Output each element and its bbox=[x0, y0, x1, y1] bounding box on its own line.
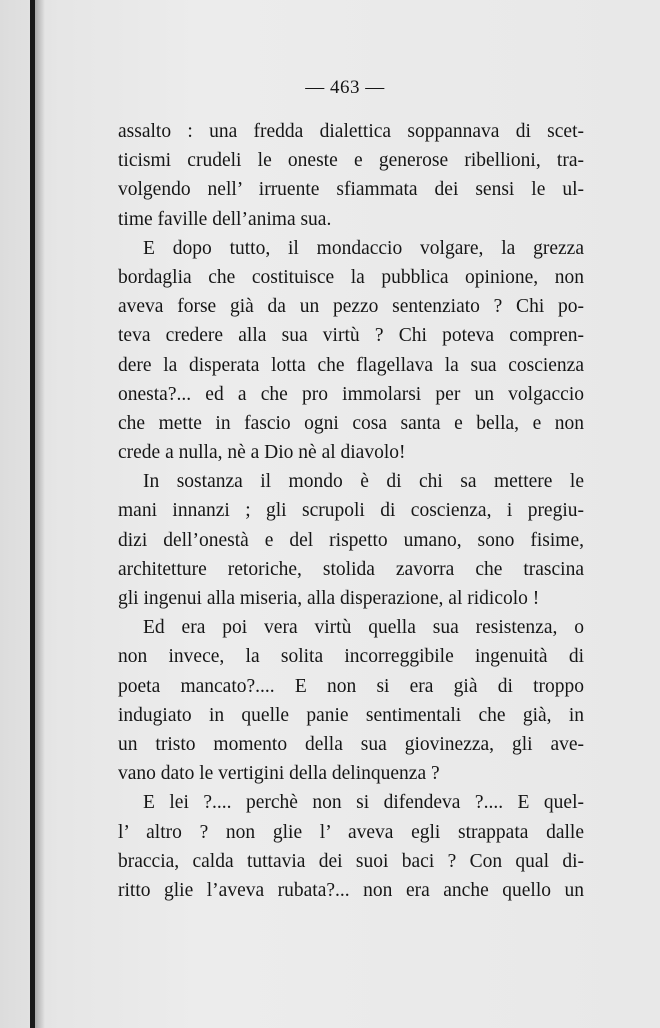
text-line: vano dato le vertigini della delinquenza ? bbox=[118, 763, 440, 785]
text-line: braccia, calda tuttavia dei suoi baci ? Con qual di- bbox=[118, 850, 584, 872]
text-line: aveva forse già da un pezzo sentenziato ? Chi po- bbox=[118, 296, 584, 318]
text-line: architetture retoriche, stolida zavorra che trascina bbox=[118, 558, 584, 580]
text-line: In sostanza il mondo è di chi sa mettere le bbox=[143, 471, 584, 493]
text-line: E lei ?.... perchè non si difendeva ?.... E quel- bbox=[143, 792, 584, 814]
text-line: dere la disperata lotta che flagellava la sua coscienza bbox=[118, 354, 584, 376]
text-line: volgendo nell’ irruente sfiammata dei sensi le ul- bbox=[118, 179, 584, 201]
text-line: indugiato in quelle panie sentimentali che già, in bbox=[118, 704, 584, 726]
text-line: non invece, la solita incorreggibile ingenuità di bbox=[118, 646, 584, 668]
text-line: l’ altro ? non glie l’ aveva egli strappata dalle bbox=[118, 821, 584, 843]
text-line: crede a nulla, nè a Dio nè al diavolo! bbox=[118, 442, 406, 464]
text-line: mani innanzi ; gli scrupoli di coscienza, i pregiu- bbox=[118, 500, 584, 522]
text-line: time faville dell’anima sua. bbox=[118, 208, 332, 230]
body-text bbox=[118, 117, 584, 905]
text-line: teva credere alla sua virtù ? Chi poteva compren- bbox=[118, 325, 584, 347]
text-line: dizi dell’onestà e del rispetto umano, sono fisime, bbox=[118, 529, 584, 551]
text-line: bordaglia che costituisce la pubblica opinione, non bbox=[118, 266, 584, 288]
text-line: assalto : una fredda dialettica soppannava di scet- bbox=[118, 121, 584, 142]
text-line: Ed era poi vera virtù quella sua resistenza, o bbox=[143, 617, 584, 639]
text-line: gli ingenui alla miseria, alla disperazione, al ridicolo ! bbox=[118, 588, 540, 609]
text-line: onesta?... ed a che pro immolarsi per un volgaccio bbox=[118, 383, 584, 405]
text-line: che mette in fascio ogni cosa santa e bella, e non bbox=[118, 412, 584, 434]
text-line: un tristo momento della sua giovinezza, gli ave- bbox=[118, 733, 584, 755]
page-number: — 463 — bbox=[305, 77, 385, 98]
text-line: ritto glie l’aveva rubata?... non era anche quello un bbox=[118, 879, 584, 901]
text-line: E dopo tutto, il mondaccio volgare, la grezza bbox=[143, 237, 584, 259]
text-line: poeta mancato?.... E non si era già di troppo bbox=[118, 675, 584, 697]
text-line: ticismi crudeli le oneste e generose ribellioni, tra- bbox=[118, 150, 584, 172]
binding-shadow bbox=[35, 0, 45, 1028]
